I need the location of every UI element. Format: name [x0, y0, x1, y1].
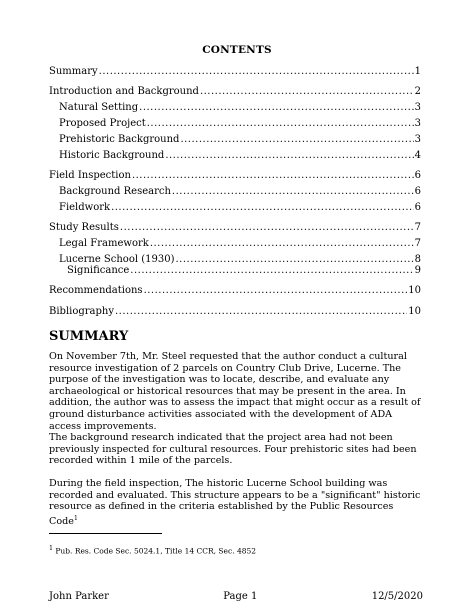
toc-leader-dots: [144, 285, 408, 297]
toc-entry-recommendations[interactable]: [49, 285, 421, 297]
toc-entry-page: 7: [414, 222, 421, 233]
toc-entry-page: 1: [414, 66, 421, 77]
toc-leader-dots: [120, 222, 414, 234]
toc-entry-label: Recommendations: [49, 285, 143, 296]
toc-entry-page: 10: [408, 285, 421, 296]
toc-entry-label: Legal Framework: [59, 238, 149, 249]
footer-page-number: Page 1: [223, 591, 258, 602]
footer-author: John Parker: [49, 591, 109, 602]
toc-entry-page: 3: [414, 118, 421, 129]
toc-entry-label: Bibliography: [49, 306, 114, 317]
toc-entry-introduction[interactable]: [49, 86, 421, 98]
toc-entry-proposed-project[interactable]: [49, 118, 421, 130]
toc-entry-page: 6: [414, 170, 421, 181]
toc-leader-dots: [115, 306, 407, 318]
footnote-reference[interactable]: 1: [73, 514, 78, 522]
toc-leader-dots: [150, 238, 414, 250]
toc-entry-field-inspection[interactable]: [49, 170, 421, 182]
toc-entry-label: Significance: [67, 265, 130, 276]
toc-entry-page: 3: [414, 102, 421, 113]
section-heading-summary: SUMMARY: [49, 329, 129, 344]
summary-paragraph-3: [49, 478, 425, 528]
toc-entry-fieldwork[interactable]: [49, 202, 421, 214]
summary-paragraph-3-text: During the field inspection, The historic Lucerne School building was recorded and evaluated. This structure appears to be a "significant" historic resource as defined in the criteria established by the Public Resources Code: [49, 478, 421, 527]
toc-entry-legal-framework[interactable]: [49, 238, 421, 250]
toc-leader-dots: [147, 118, 414, 130]
toc-entry-summary[interactable]: [49, 66, 421, 78]
summary-paragraph-2: The background research indicated that the project area had not been previously inspected for cultural resources. Four prehistoric sites had been recorded within 1 mile of the parcels.: [49, 432, 417, 467]
toc-entry-label: Introduction and Background: [49, 86, 199, 97]
toc-entry-label: Prehistoric Background: [59, 134, 180, 145]
toc-leader-dots: [180, 134, 413, 146]
toc-entry-page: 6: [414, 202, 421, 213]
toc-leader-dots: [165, 150, 413, 162]
toc-entry-label: Proposed Project: [59, 118, 146, 129]
toc-entry-label: Fieldwork: [59, 202, 111, 213]
toc-entry-study-results[interactable]: [49, 222, 421, 234]
toc-entry-background-research[interactable]: [49, 186, 421, 198]
toc-leader-dots: [172, 186, 414, 198]
toc-entry-page: 4: [414, 150, 421, 161]
toc-entry-label: Summary: [49, 66, 98, 77]
toc-leader-dots: [130, 265, 413, 277]
toc-leader-dots: [139, 102, 413, 114]
footnote-text: Pub. Res. Code Sec. 5024.1, Title 14 CCR, Sec. 4852: [55, 546, 257, 556]
toc-entry-label: Lucerne School (1930): [59, 254, 175, 265]
summary-paragraph-1: On November 7th, Mr. Steel requested that the author conduct a cultural resource investigation of 2 parcels on Country Club Drive, Lucerne. The purpose of the investigation was to locate, describe, and evaluate any archaeological or historical resources that may be present in the area. In addition, the author was to assess the impact that might occur as a result of ground disturbance activities associated with the development of ADA access improvements.: [49, 351, 421, 432]
toc-leader-dots: [99, 66, 414, 78]
page-footer: [49, 591, 423, 602]
toc-entry-page: 8: [414, 254, 421, 265]
footnote-divider: [49, 533, 162, 534]
toc-entry-label: Historic Background: [59, 150, 165, 161]
toc-entry-page: 9: [414, 265, 421, 276]
toc-leader-dots: [111, 202, 414, 214]
footnote: [49, 545, 256, 556]
toc-entry-bibliography[interactable]: [49, 306, 421, 318]
toc-entry-label: Natural Setting: [59, 102, 139, 113]
toc-entry-historic-background[interactable]: [49, 150, 421, 162]
toc-entry-page: 7: [414, 238, 421, 249]
toc-entry-natural-setting[interactable]: [49, 102, 421, 114]
toc-entry-page: 2: [414, 86, 421, 97]
toc-leader-dots: [132, 170, 414, 182]
footnote-marker: 1: [49, 545, 53, 552]
toc-entry-label: Study Results: [49, 222, 119, 233]
toc-leader-dots: [200, 86, 414, 98]
toc-entry-page: 10: [408, 306, 421, 317]
toc-heading: CONTENTS: [202, 44, 272, 56]
footer-date: 12/5/2020: [371, 591, 423, 602]
toc-entry-label: Field Inspection: [49, 170, 131, 181]
toc-entry-significance[interactable]: [49, 265, 421, 277]
toc-entry-page: 3: [414, 134, 421, 145]
toc-entry-prehistoric-background[interactable]: [49, 134, 421, 146]
toc-entry-page: 6: [414, 186, 421, 197]
toc-entry-label: Background Research: [59, 186, 171, 197]
